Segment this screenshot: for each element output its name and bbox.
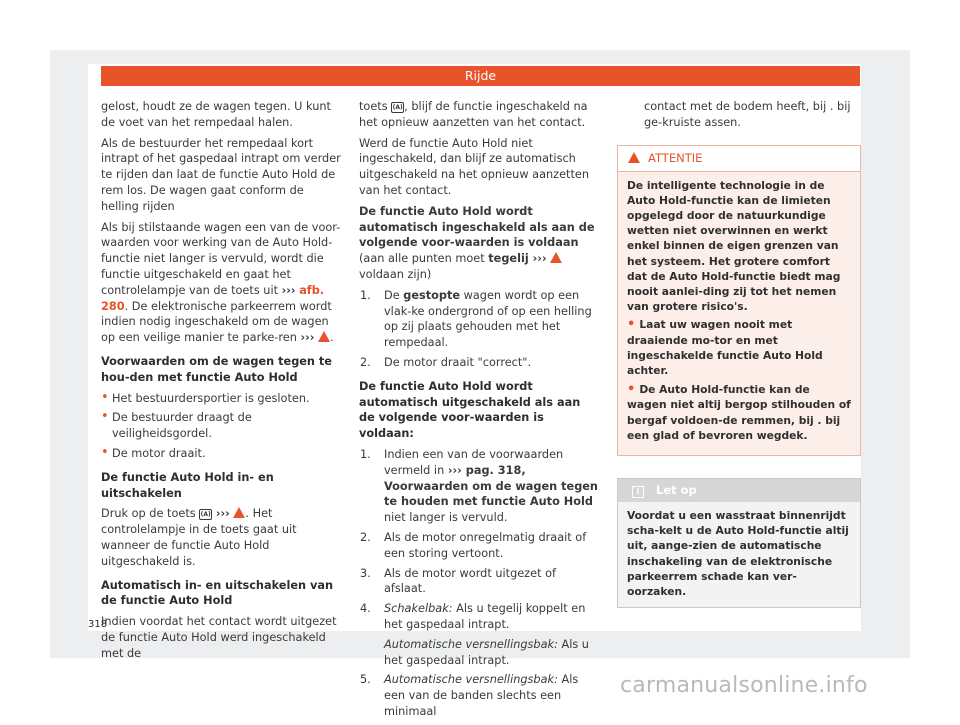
text: Schakelbak: xyxy=(384,602,453,616)
auto-hold-button-icon: (A) xyxy=(200,511,211,519)
list-item xyxy=(359,672,599,719)
note-body: Voordat u een wasstraat binnenrijdt scha-kelt u de Auto Hold-functie altij uit, aange-zien de automatische inschakeling van de elektronische parkeerrem schade kan ver-oorzaken. xyxy=(618,502,860,607)
warning-list xyxy=(627,317,851,443)
list-item xyxy=(359,288,599,351)
sub-item xyxy=(384,637,599,669)
activation-list xyxy=(359,288,599,371)
warning-body xyxy=(618,172,860,455)
list-item xyxy=(359,566,599,598)
arrow-icon: ››› xyxy=(300,331,315,345)
text: toets xyxy=(359,100,392,113)
column-left xyxy=(101,99,343,667)
paragraph xyxy=(101,506,343,569)
list-item xyxy=(627,382,851,443)
list-item xyxy=(627,317,851,378)
section-header: Rijde xyxy=(101,66,860,86)
list-item: • Het bestuurdersportier is gesloten. xyxy=(101,391,343,407)
arrow-icon: ››› xyxy=(281,283,296,297)
list-item: • De motor draait. xyxy=(101,446,343,462)
arrow-icon: ››› xyxy=(447,463,462,477)
text: . Het controlelampje in de toets gaat uit wanneer de functie Auto Hold uitgeschakeld is. xyxy=(101,507,297,568)
conditions-list xyxy=(101,391,343,462)
text: Als een van de banden slechts een minimaal xyxy=(384,673,579,718)
text: Als de motor wordt uitgezet of afslaat. xyxy=(384,566,556,596)
text: Automatische versnellingsbak: xyxy=(384,637,558,651)
warning-header xyxy=(618,146,860,172)
list-item xyxy=(359,355,599,371)
deactivation-list xyxy=(359,447,599,720)
text: gestopte xyxy=(403,288,461,302)
list-item xyxy=(359,447,599,526)
page-link[interactable]: pag. 318, Voorwaarden om de wagen tegen te houden met functie Auto Hold xyxy=(384,463,598,509)
list-item xyxy=(359,530,599,562)
text: . De elektronische parkeerrem wordt indien nodig ingeschakeld om de wagen op een veilige manier te parke-ren xyxy=(101,299,332,345)
section-heading: De functie Auto Hold wordt automatisch uitgeschakeld als aan de volgende voor-waarden is voldaan: xyxy=(359,379,581,441)
text: Automatische versnellingsbak: xyxy=(384,673,558,687)
text: Als bij stilstaande wagen een van de voor-waarden voor werking van de Auto Hold-functie niet langer is vervuld, wordt die functie uitgeschakeld en gaat het controlelampje van de toets uit xyxy=(101,220,341,297)
warning-icon xyxy=(628,152,640,163)
text: Als u het gaspedaal intrapt. xyxy=(384,637,589,667)
warning-icon xyxy=(550,252,562,263)
paragraph: contact met de bodem heeft, bij . bij ge-kruiste assen. xyxy=(644,100,851,129)
warning-title: ATTENTIE xyxy=(648,150,703,165)
text: niet langer is vervuld. xyxy=(384,511,508,525)
note-box xyxy=(617,478,861,608)
item-number: 2. xyxy=(360,530,371,544)
text: De xyxy=(384,288,404,302)
text: voldaan zijn) xyxy=(359,267,432,281)
arrow-icon: ››› xyxy=(528,252,547,266)
paragraph xyxy=(359,204,599,283)
text: Als de motor onregelmatig draait of een storing vertoont. xyxy=(384,530,587,560)
figure-link[interactable]: afb. 280 xyxy=(101,283,325,313)
text: De motor draait "correct". xyxy=(384,355,532,369)
paragraph: Indien voordat het contact wordt uitgezet de functie Auto Hold werd ingeschakeld met de xyxy=(101,615,337,660)
warning-icon xyxy=(233,507,245,518)
arrow-icon: ››› xyxy=(215,507,230,521)
text: tegelij xyxy=(488,252,529,266)
text: (aan alle punten moet xyxy=(359,252,489,266)
text: wagen wordt op een vlak-ke ondergrond of op een helling op zij plaats gehouden met het rempedaal. xyxy=(384,288,592,350)
warning-icon xyxy=(318,331,330,342)
text: , blijf de functie ingeschakeld na het opnieuw aanzetten van het contact. xyxy=(359,100,588,129)
warning-box xyxy=(617,145,861,456)
section-heading: De functie Auto Hold in- en uitschakelen xyxy=(101,470,274,500)
section-heading: Voorwaarden om de wagen tegen te hou-den met functie Auto Hold xyxy=(101,354,332,384)
paragraph: gelost, houdt ze de wagen tegen. U kunt de voet van het rempedaal halen. xyxy=(101,100,331,129)
column-right xyxy=(617,99,861,608)
text: Laat uw wagen nooit met draaiende mo-tor en met ingeschakelde functie Auto Hold achter. xyxy=(627,318,823,378)
note-title: Let op xyxy=(656,483,697,498)
item-number: 1. xyxy=(360,447,371,461)
page-number: 318 xyxy=(88,619,108,630)
item-number: 5. xyxy=(360,673,371,687)
text: Druk op de toets xyxy=(101,507,200,521)
column-middle xyxy=(359,99,599,725)
item-number: 3. xyxy=(360,566,371,580)
info-icon: i xyxy=(632,486,644,498)
paragraph: Als de bestuurder het rempedaal kort intrapt of het gaspedaal intrapt om verder te rijden dan laat de functie Auto Hold de rem los. De wagen gaat conform de helling rijden xyxy=(101,136,341,213)
note-header xyxy=(618,479,860,502)
text: De Auto Hold-functie kan de wagen niet altij bergop stilhouden of bergaf voldoen-de remmen, bij . bij een glad of bevroren wegdek. xyxy=(627,383,851,442)
list-item xyxy=(359,601,599,668)
paragraph: Als bij stilstaande wagen een van de voor-waarden voor werking van de Auto Hold-functie niet langer is vervuld, wordt die functie uitgeschakeld en gaat het controlelampje van de toets uit ››› afb. 280. De elektronische parkeerrem wordt indien nodig ingeschakeld om de wagen op een veilige manier te parke-ren ››› . xyxy=(101,220,341,345)
item-number: 1. xyxy=(360,288,371,302)
text: Als u tegelij koppelt en het gaspedaal intrapt. xyxy=(384,602,586,631)
paragraph: De intelligente technologie in de Auto Hold-functie kan de limieten opgelegd door de natuurkundige wetten niet overwinnen en werkt enkel binnen de eigen grenzen van het systeem. Het grotere comfort dat de Auto Hold-functie biedt mag nooit aanlei-ding zij tot het nemen van grotere risico's. xyxy=(627,178,841,314)
paragraph: Werd de functie Auto Hold niet ingeschakeld, dan blijf ze automatisch uitgeschakeld na het opnieuw aanzetten van het contact. xyxy=(359,136,589,197)
auto-hold-button-icon: (A) xyxy=(392,104,403,111)
section-heading: Automatisch in- en uitschakelen van de functie Auto Hold xyxy=(101,578,333,608)
item-number: 2. xyxy=(360,355,371,369)
watermark: carmanualsonline.info xyxy=(620,673,868,698)
item-number: 4. xyxy=(360,602,371,616)
paragraph xyxy=(359,99,599,131)
text: Indien een van de voorwaarden vermeld in xyxy=(384,447,564,477)
list-item: • De bestuurder draagt de veiligheidsgordel. xyxy=(101,410,343,442)
section-heading: De functie Auto Hold wordt automatisch ingeschakeld als aan de volgende voor-waarden is voldaan xyxy=(359,204,595,250)
